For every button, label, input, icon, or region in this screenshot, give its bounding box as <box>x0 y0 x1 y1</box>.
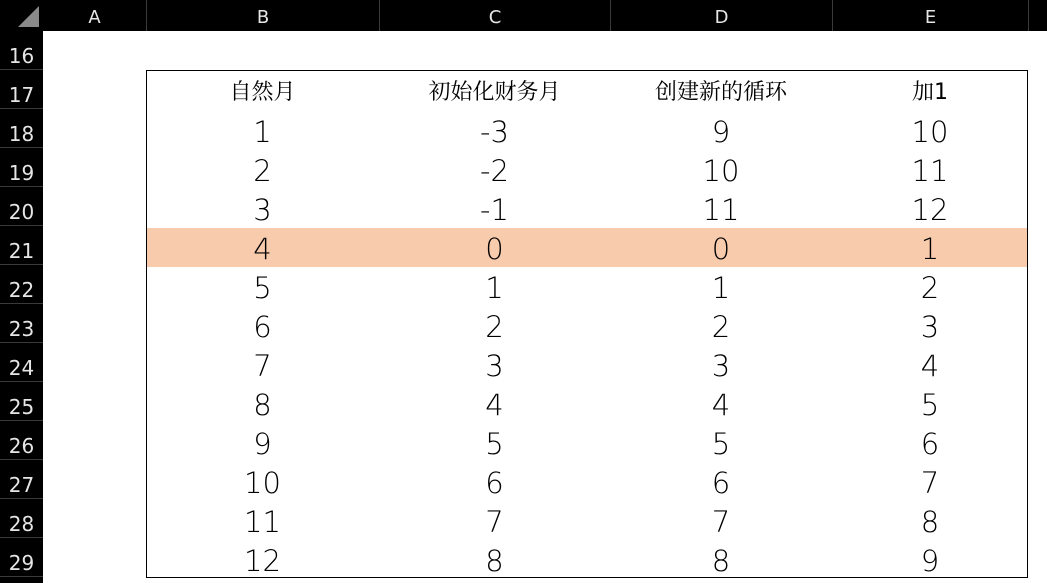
cell-plus-one[interactable]: 5 <box>920 388 940 422</box>
row-header-16[interactable]: 16 <box>0 31 43 70</box>
cell-natural-month[interactable]: 11 <box>244 505 281 539</box>
cell-new-cycle[interactable]: 6 <box>711 466 731 500</box>
cell-new-cycle[interactable]: 3 <box>711 349 731 383</box>
row-header-17[interactable]: 17 <box>0 70 43 109</box>
cell-initial-fiscal-month[interactable]: -3 <box>480 115 509 149</box>
cell-natural-month[interactable]: 3 <box>253 193 272 227</box>
cell-natural-month[interactable]: 7 <box>253 349 272 383</box>
select-all-button[interactable] <box>0 0 43 31</box>
header-cell-natural-month[interactable]: 自然月 <box>229 80 296 105</box>
cell-initial-fiscal-month[interactable]: 6 <box>485 466 504 500</box>
cell-natural-month[interactable]: 5 <box>253 271 272 305</box>
cell-initial-fiscal-month[interactable]: 8 <box>485 544 504 578</box>
column-header-c[interactable]: C <box>380 0 611 31</box>
cell-plus-one[interactable]: 7 <box>920 466 940 500</box>
cell-new-cycle[interactable]: 10 <box>702 154 740 188</box>
cell-natural-month[interactable]: 12 <box>244 544 281 578</box>
cell-plus-one[interactable]: 12 <box>911 193 949 227</box>
cell-new-cycle[interactable]: 8 <box>711 544 731 578</box>
row-header-21[interactable]: 21 <box>0 226 43 265</box>
row-header-bar <box>0 31 43 583</box>
cell-initial-fiscal-month[interactable]: 2 <box>485 310 504 344</box>
cell-natural-month[interactable]: 10 <box>244 466 281 500</box>
cell-new-cycle[interactable]: 0 <box>711 232 731 266</box>
cell-initial-fiscal-month[interactable]: 4 <box>485 388 504 422</box>
cell-plus-one[interactable]: 6 <box>920 427 940 461</box>
header-cell-initial-fiscal-month[interactable]: 初始化财务月 <box>428 80 561 105</box>
header-cell-new-cycle[interactable]: 创建新的循环 <box>654 80 787 105</box>
cell-initial-fiscal-month[interactable]: 5 <box>485 427 504 461</box>
cell-initial-fiscal-month[interactable]: 1 <box>485 271 504 305</box>
cell-natural-month[interactable]: 4 <box>253 232 272 266</box>
cell-plus-one[interactable]: 3 <box>920 310 940 344</box>
cell-plus-one[interactable]: 4 <box>920 349 940 383</box>
cell-new-cycle[interactable]: 2 <box>711 310 731 344</box>
row-header-22[interactable]: 22 <box>0 265 43 304</box>
table-border <box>146 70 1028 578</box>
cell-natural-month[interactable]: 8 <box>253 388 272 422</box>
cell-plus-one[interactable]: 9 <box>920 544 940 578</box>
cell-new-cycle[interactable]: 7 <box>711 505 731 539</box>
row-header-28[interactable]: 28 <box>0 499 43 538</box>
cell-new-cycle[interactable]: 1 <box>711 271 731 305</box>
cell-initial-fiscal-month[interactable]: 0 <box>485 232 504 266</box>
column-header-d[interactable]: D <box>611 0 833 31</box>
row-header-27[interactable]: 27 <box>0 460 43 499</box>
cell-plus-one[interactable]: 11 <box>911 154 949 188</box>
cell-plus-one[interactable]: 2 <box>920 271 940 305</box>
header-cell-plus-one[interactable]: 加1 <box>912 80 948 105</box>
cell-initial-fiscal-month[interactable]: -1 <box>480 193 509 227</box>
cell-plus-one[interactable]: 1 <box>920 232 940 266</box>
cell-plus-one[interactable]: 8 <box>920 505 940 539</box>
cell-new-cycle[interactable]: 11 <box>702 193 740 227</box>
cell-new-cycle[interactable]: 4 <box>711 388 731 422</box>
cell-natural-month[interactable]: 9 <box>253 427 272 461</box>
cell-natural-month[interactable]: 1 <box>253 115 272 149</box>
cell-initial-fiscal-month[interactable]: 3 <box>485 349 504 383</box>
cell-new-cycle[interactable]: 9 <box>711 115 731 149</box>
row-header-29[interactable]: 29 <box>0 538 43 577</box>
column-header-bar <box>0 0 1047 31</box>
column-header-b[interactable]: B <box>147 0 380 31</box>
cell-new-cycle[interactable]: 5 <box>711 427 731 461</box>
column-header-e[interactable]: E <box>833 0 1029 31</box>
select-all-triangle-icon <box>18 6 39 27</box>
row-header-26[interactable]: 26 <box>0 421 43 460</box>
row-header-20[interactable]: 20 <box>0 187 43 226</box>
cell-initial-fiscal-month[interactable]: 7 <box>485 505 504 539</box>
cell-initial-fiscal-month[interactable]: -2 <box>480 154 509 188</box>
cell-natural-month[interactable]: 6 <box>253 310 272 344</box>
row-header-24[interactable]: 24 <box>0 343 43 382</box>
row-header-18[interactable]: 18 <box>0 109 43 148</box>
column-header-a[interactable]: A <box>43 0 147 31</box>
row-header-23[interactable]: 23 <box>0 304 43 343</box>
row-header-25[interactable]: 25 <box>0 382 43 421</box>
row-header-19[interactable]: 19 <box>0 148 43 187</box>
cell-plus-one[interactable]: 10 <box>911 115 949 149</box>
cell-natural-month[interactable]: 2 <box>253 154 272 188</box>
